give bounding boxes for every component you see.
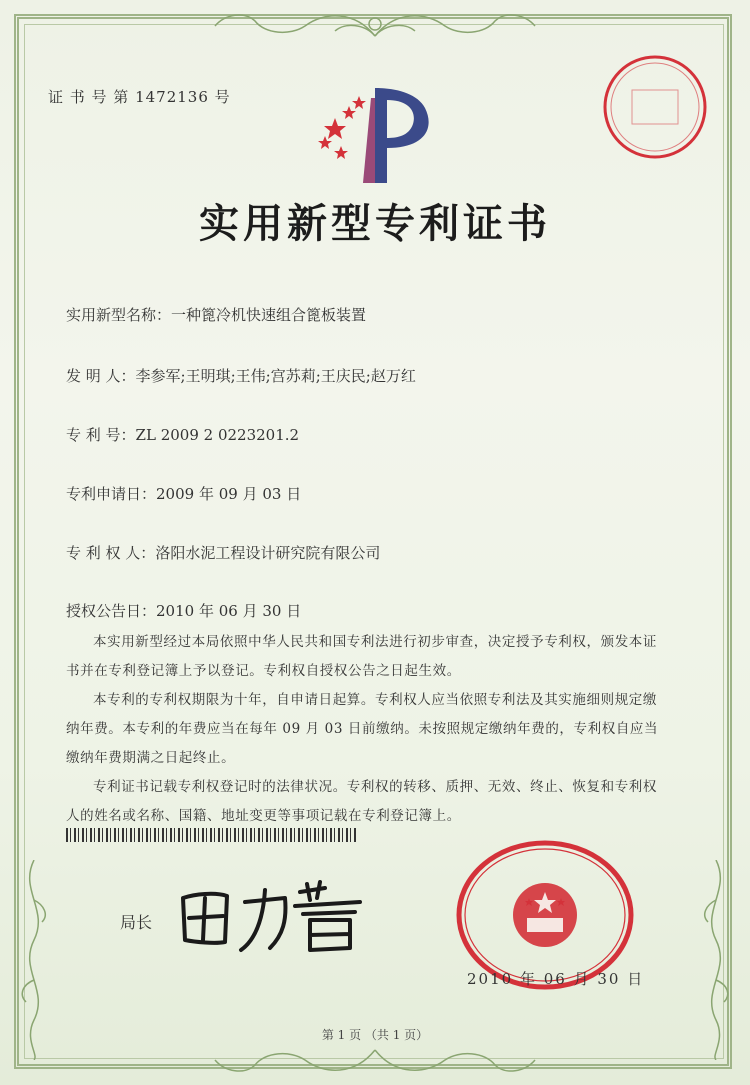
field-application-date: [66, 483, 301, 504]
certificate-body: [66, 628, 666, 831]
signature-label: 局长: [120, 913, 153, 932]
field-utility-model-name: [66, 304, 366, 325]
field-value: ZL 2009 2 0223201.2: [135, 426, 300, 444]
field-label: 专 利 号：: [66, 426, 136, 444]
field-grant-date: [66, 600, 301, 621]
barcode: [66, 828, 356, 842]
paragraph: 本专利的专利权期限为十年，自申请日起算。专利权人应当依照专利法及其实施细则规定缴纳年费。本专利的年费应当在每年 09 月 03 日前缴纳。未按照规定缴纳年费的，专利权自应当缴纳年费期满之日起终止。: [66, 692, 659, 766]
bottom-ornament: [195, 1040, 555, 1080]
field-value: 一种篦冷机快速组合篦板装置: [171, 306, 367, 324]
field-label: 授权公告日：: [66, 602, 157, 620]
page-number: 第 1 页 （共 1 页）: [321, 1028, 429, 1042]
paragraph: 专利证书记载专利权登记时的法律状况。专利权的转移、质押、无效、终止、恢复和专利权人的姓名或名称、国籍、地址变更等事项记载在专利登记簿上。: [66, 779, 657, 824]
field-label: 专 利 权 人：: [66, 544, 156, 562]
field-value: 李参军;王明琪;王伟;宫苏莉;王庆民;赵万红: [135, 367, 416, 385]
field-inventors: [66, 365, 416, 386]
field-label: 发 明 人：: [66, 367, 136, 385]
tax-stamp: [600, 52, 710, 162]
field-value: 2010 年 06 月 30 日: [156, 602, 302, 620]
paragraph: 本实用新型经过本局依照中华人民共和国专利法进行初步审查，决定授予专利权，颁发本证书并在专利登记簿上予以登记。专利权自授权公告之日起生效。: [66, 634, 657, 679]
certificate-title: 实用新型专利证书: [199, 200, 551, 247]
field-label: 实用新型名称：: [66, 306, 172, 324]
field-patentee: [66, 542, 380, 563]
field-value: 2009 年 09 月 03 日: [156, 485, 302, 503]
field-patent-number: [66, 424, 299, 445]
patent-office-emblem-icon: [305, 88, 445, 188]
certificate-number: 证 书 号 第 1472136 号: [48, 88, 231, 106]
field-value: 洛阳水泥工程设计研究院有限公司: [155, 544, 381, 562]
field-label: 专利申请日：: [66, 485, 157, 503]
seal-date: 2010 年 06 月 30 日: [467, 970, 645, 988]
director-signature: [175, 880, 375, 960]
top-ornament: [195, 6, 555, 46]
